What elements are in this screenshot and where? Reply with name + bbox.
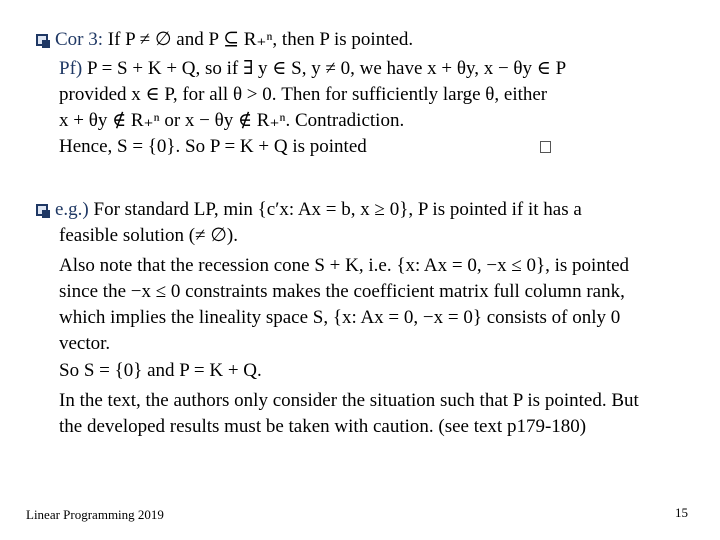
corollary-statement: If P ≠ ∅ and P ⊆ R₊ⁿ, then P is pointed.	[103, 29, 414, 50]
text-note-paragraph: In the text, the authors only consider the situation such that P is pointed. But the developed results must be taken with caution. (see text p179-180)	[59, 390, 639, 437]
proof-line-1: Pf) P = S + K + Q, so if ∃ y ∈ S, y ≠ 0, we have x + θy, x − θy ∈ P	[59, 58, 567, 79]
proof-line-4: Hence, S = {0}. So P = K + Q is pointed	[59, 136, 367, 157]
example-intro-continued: feasible solution (≠ ∅).	[59, 225, 238, 246]
square-bullet-icon	[36, 204, 48, 216]
square-bullet-icon	[36, 34, 48, 46]
example-row	[36, 197, 582, 223]
corollary-label: Cor 3:	[55, 29, 104, 50]
proof-block	[59, 56, 699, 160]
proof-label: Pf)	[59, 58, 83, 79]
page-number: 15	[675, 505, 688, 520]
qed-box-icon	[540, 141, 551, 153]
recession-cone-paragraph: Also note that the recession cone S + K, i.e. {x: Ax = 0, −x ≤ 0}, is pointed since the −x ≤ 0 constraints makes the coefficient matrix full column rank, which implies the lineality space S, {x: Ax = 0, −x = 0} consists of only 0 vector.	[59, 255, 630, 354]
proof-line-3: x + θy ∉ R₊ⁿ or x − θy ∉ R₊ⁿ. Contradiction.	[59, 110, 405, 131]
example-intro: For standard LP, min {c′x: Ax = b, x ≥ 0}, P is pointed if it has a	[88, 199, 582, 220]
footer-course-title: Linear Programming 2019	[26, 507, 164, 522]
proof-line-2: provided x ∈ P, for all θ > 0. Then for sufficiently large θ, either	[59, 84, 548, 105]
example-label: e.g.)	[55, 199, 89, 220]
corollary-3-row	[36, 27, 413, 53]
conclusion-line: So S = {0} and P = K + Q.	[59, 360, 262, 381]
